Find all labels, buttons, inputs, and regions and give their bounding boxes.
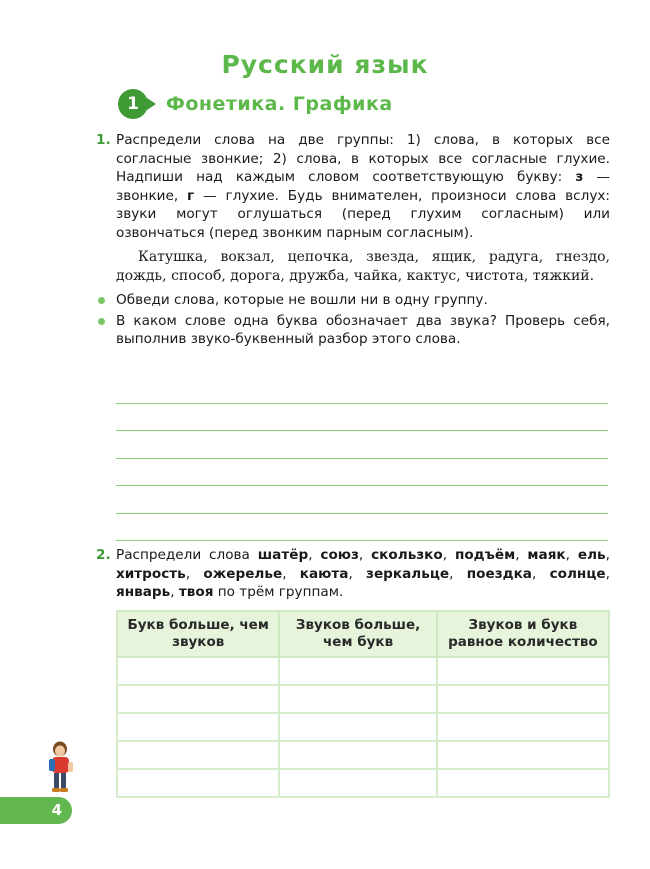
instruction-text: — глухие. Будь внимателен, произноси слова вслух: звуки могут оглушаться (перед глухим согласным) или озвончаться (перед звонким парным согласным). — [116, 187, 610, 241]
page-number-tab — [0, 797, 72, 824]
topic-title: Фонетика. Графика — [166, 93, 393, 115]
instruction-text: Распредели слова на две группы: 1) слова, в которых все согласные звонкие; 2) слова, в которых все согласные глухие. Надпиши над каждым словом соответствующую букву: — [116, 132, 610, 185]
writing-line[interactable] — [116, 514, 608, 542]
table-cell[interactable] — [437, 741, 609, 769]
word: шатёр — [257, 547, 309, 563]
letter-g: г — [187, 187, 195, 204]
grouping-table — [116, 610, 610, 798]
table-cell[interactable] — [117, 685, 279, 713]
exercise-2-instruction: Распредели слова шатёр, союз, скользко, подъём, маяк, ель, хитрость, ожерелье, каюта, зеркальце, поездка, солнце, январь, твоя по трём группам. — [116, 547, 610, 600]
writing-line[interactable] — [116, 404, 608, 432]
table-cell[interactable] — [437, 657, 609, 685]
exercise-2 — [96, 546, 610, 602]
table-cell[interactable] — [279, 769, 436, 797]
exercise-1-words: Катушка, вокзал, цепочка, звезда, ящик, радуга, гнездо, дождь, способ, дорога, дружба, чайка, кактус, чистота, тяжкий. — [116, 249, 610, 284]
table-cell[interactable] — [437, 713, 609, 741]
exercise-1-tasks — [96, 291, 610, 349]
writing-line[interactable] — [116, 486, 608, 514]
table-cell[interactable] — [279, 657, 436, 685]
word: каюта — [299, 565, 349, 582]
topic-heading — [118, 86, 393, 122]
word: солнце — [549, 565, 606, 582]
task-bullet: Обведи слова, которые не вошли ни в одну группу. — [96, 291, 610, 310]
writing-lines[interactable] — [116, 376, 608, 541]
instruction-text: по трём группам. — [213, 584, 344, 600]
table-cell[interactable] — [279, 685, 436, 713]
task-bullet: В каком слове одна буква обозначает два звука? Проверь себя, выполнив звуко-буквенный разбор этого слова. — [96, 312, 610, 349]
table-header: Букв больше, чем звуков — [117, 611, 279, 657]
table-cell[interactable] — [117, 713, 279, 741]
table-row — [117, 713, 609, 741]
letter-z: з — [575, 169, 584, 185]
word: маяк — [527, 547, 566, 563]
exercise-1 — [96, 131, 610, 351]
instruction-text: Распредели слова — [116, 547, 258, 563]
table-cell[interactable] — [117, 657, 279, 685]
table-cell[interactable] — [117, 741, 279, 769]
table-header: Звуков больше, чем букв — [279, 611, 436, 657]
writing-line[interactable] — [116, 376, 608, 404]
exercise-2-number: 2. — [96, 547, 111, 563]
word: ожерелье — [203, 565, 283, 582]
table-row — [117, 741, 609, 769]
table-header: Звуков и букв равное количество — [437, 611, 609, 657]
word: хитрость — [116, 565, 186, 582]
word: скользко — [371, 547, 443, 563]
word: союз — [320, 547, 359, 563]
word: зеркальце — [366, 565, 450, 582]
table-cell[interactable] — [437, 685, 609, 713]
table-row — [117, 769, 609, 797]
word: поездка — [466, 565, 532, 582]
word: ель — [577, 547, 606, 563]
exercise-1-number: 1. — [96, 132, 111, 148]
table-cell[interactable] — [279, 713, 436, 741]
page-title: Русский язык — [221, 50, 429, 79]
table-row — [117, 657, 609, 685]
exercise-1-instruction — [116, 131, 610, 242]
word: твоя — [178, 584, 214, 600]
instruction-text: — звонкие, — [116, 169, 610, 204]
page-number: 4 — [51, 801, 62, 819]
table-row — [117, 685, 609, 713]
topic-number-badge: 1 — [118, 89, 148, 119]
table-cell[interactable] — [437, 769, 609, 797]
table-cell[interactable] — [279, 741, 436, 769]
writing-line[interactable] — [116, 459, 608, 487]
word: подъём — [454, 547, 516, 563]
writing-line[interactable] — [116, 431, 608, 459]
student-illustration — [44, 740, 78, 796]
table-cell[interactable] — [117, 769, 279, 797]
word: январь — [116, 584, 171, 600]
